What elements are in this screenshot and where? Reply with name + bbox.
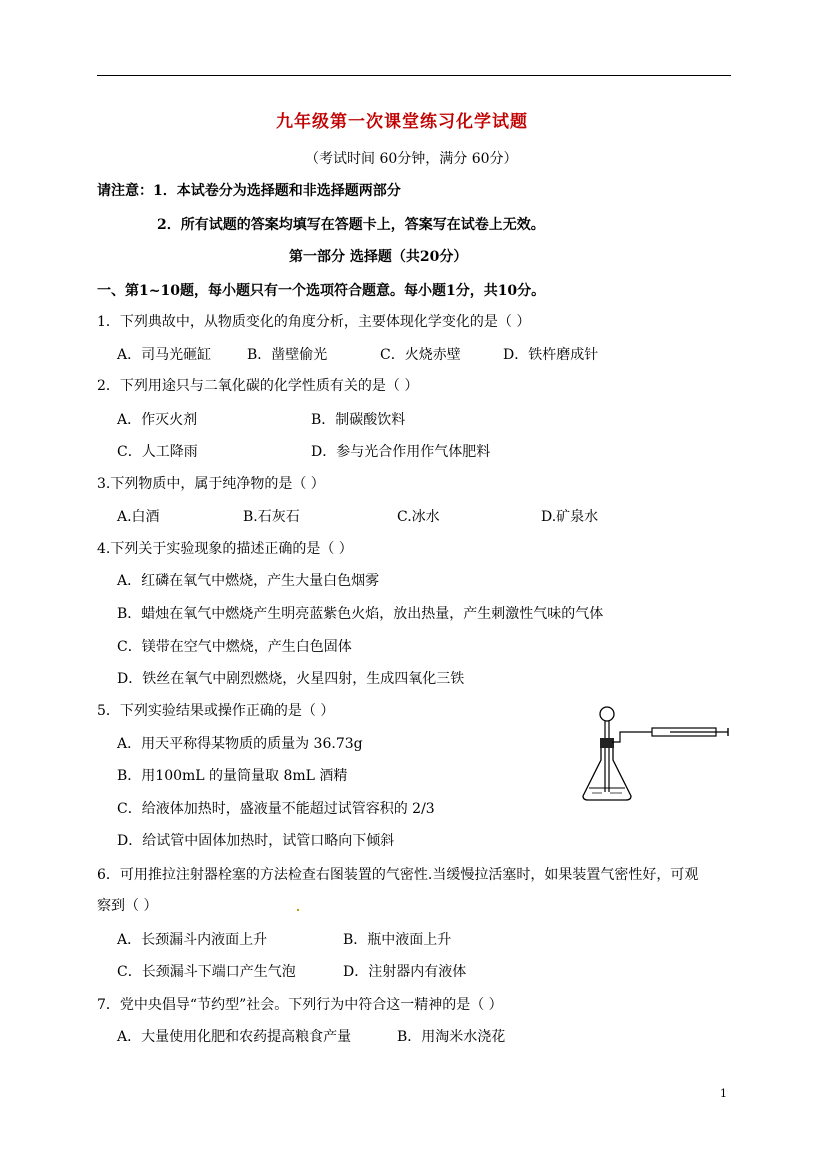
question-5-option-d: D．给试管中固体加热时，试管口略向下倾斜: [117, 833, 395, 849]
question-3-option-d: D.矿泉水: [541, 509, 599, 525]
part-heading: 第一部分 选择题（共20分）: [289, 249, 468, 265]
question-5-option-c: C．给液体加热时，盛液量不能超过试管容积的 2/3: [117, 801, 435, 817]
question-6-stem-line-2: 察到（ ）: [97, 898, 158, 914]
question-3-option-c: C.冰水: [397, 509, 440, 525]
question-3-stem: 3.下列物质中，属于纯净物的是（ ）: [97, 476, 325, 492]
notice-line-1: 请注意：1．本试卷分为选择题和非选择题两部分: [97, 183, 401, 199]
question-4-option-c: C．镁带在空气中燃烧，产生白色固体: [117, 639, 352, 655]
question-5-stem: 5．下列实验结果或操作正确的是（ ）: [97, 703, 335, 719]
question-1-option-a: A．司马光砸缸: [117, 347, 212, 363]
question-2-option-a: A．作灭火剂: [117, 412, 198, 428]
rubber-stopper: [600, 738, 614, 748]
side-tube: [612, 732, 652, 742]
question-2-option-c: C．人工降雨: [117, 444, 198, 460]
funnel-bulb: [600, 707, 614, 721]
question-7-option-a: A．大量使用化肥和农药提高粮食产量: [117, 1029, 352, 1045]
question-1-stem: 1．下列典故中，从物质变化的角度分析，主要体现化学变化的是（ ）: [97, 314, 531, 330]
section-instruction: 一、第1~10题，每小题只有一个选项符合题意。每小题1分，共10分。: [97, 283, 546, 299]
question-1-option-d: D．铁杵磨成针: [503, 347, 599, 363]
question-6-stem-line-1: 6．可用推拉注射器栓塞的方法检查右图装置的气密性.当缓慢拉活塞时，如果装置气密性好，可观: [97, 867, 699, 883]
header-rule: [97, 75, 731, 76]
question-4-option-b: B．蜡烛在氧气中燃烧产生明亮蓝紫色火焰，放出热量，产生刺激性气味的气体: [117, 606, 604, 622]
question-5-option-a: A．用天平称得某物质的质量为 36.73g: [117, 736, 363, 752]
notice-line-2: 2．所有试题的答案均填写在答题卡上，答案写在试卷上无效。: [157, 217, 545, 233]
exam-info: （考试时间 60分钟，满分 60分）: [305, 151, 518, 167]
question-2-option-d: D．参与光合作用作气体肥料: [311, 444, 491, 460]
question-2-option-b: B．制碳酸饮料: [311, 412, 406, 428]
question-6-option-b: B．瓶中液面上升: [343, 932, 452, 948]
airtightness-apparatus-figure: [580, 700, 740, 805]
question-6-option-c: C．长颈漏斗下端口产生气泡: [117, 964, 296, 980]
question-3-option-a: A.白酒: [117, 509, 160, 525]
question-6-option-a: A．长颈漏斗内液面上升: [117, 932, 268, 948]
conical-flask: [583, 748, 631, 800]
question-4-option-d: D．铁丝在氧气中剧烈燃烧，火星四射，生成四氧化三铁: [117, 671, 465, 687]
question-6-option-d: D．注射器内有液体: [343, 964, 467, 980]
question-7-option-b: B．用淘米水浇花: [397, 1029, 506, 1045]
question-5-option-b: B．用100mL 的量筒量取 8mL 酒精: [117, 768, 348, 784]
question-7-stem: 7．党中央倡导“节约型”社会。下列行为中符合这一精神的是（ ）: [97, 997, 503, 1013]
question-1-option-c: C．火烧赤壁: [380, 347, 461, 363]
question-4-option-a: A．红磷在氧气中燃烧，产生大量白色烟雾: [117, 573, 380, 589]
stray-mark: [297, 909, 299, 911]
page-title: 九年级第一次课堂练习化学试题: [276, 112, 528, 132]
question-1-option-b: B．凿壁偷光: [247, 347, 328, 363]
question-2-stem: 2．下列用途只与二氧化碳的化学性质有关的是（ ）: [97, 378, 419, 394]
question-3-option-b: B.石灰石: [243, 509, 300, 525]
page-number: 1: [720, 1087, 727, 1100]
question-4-stem: 4.下列关于实验现象的描述正确的是（ ）: [97, 541, 353, 557]
